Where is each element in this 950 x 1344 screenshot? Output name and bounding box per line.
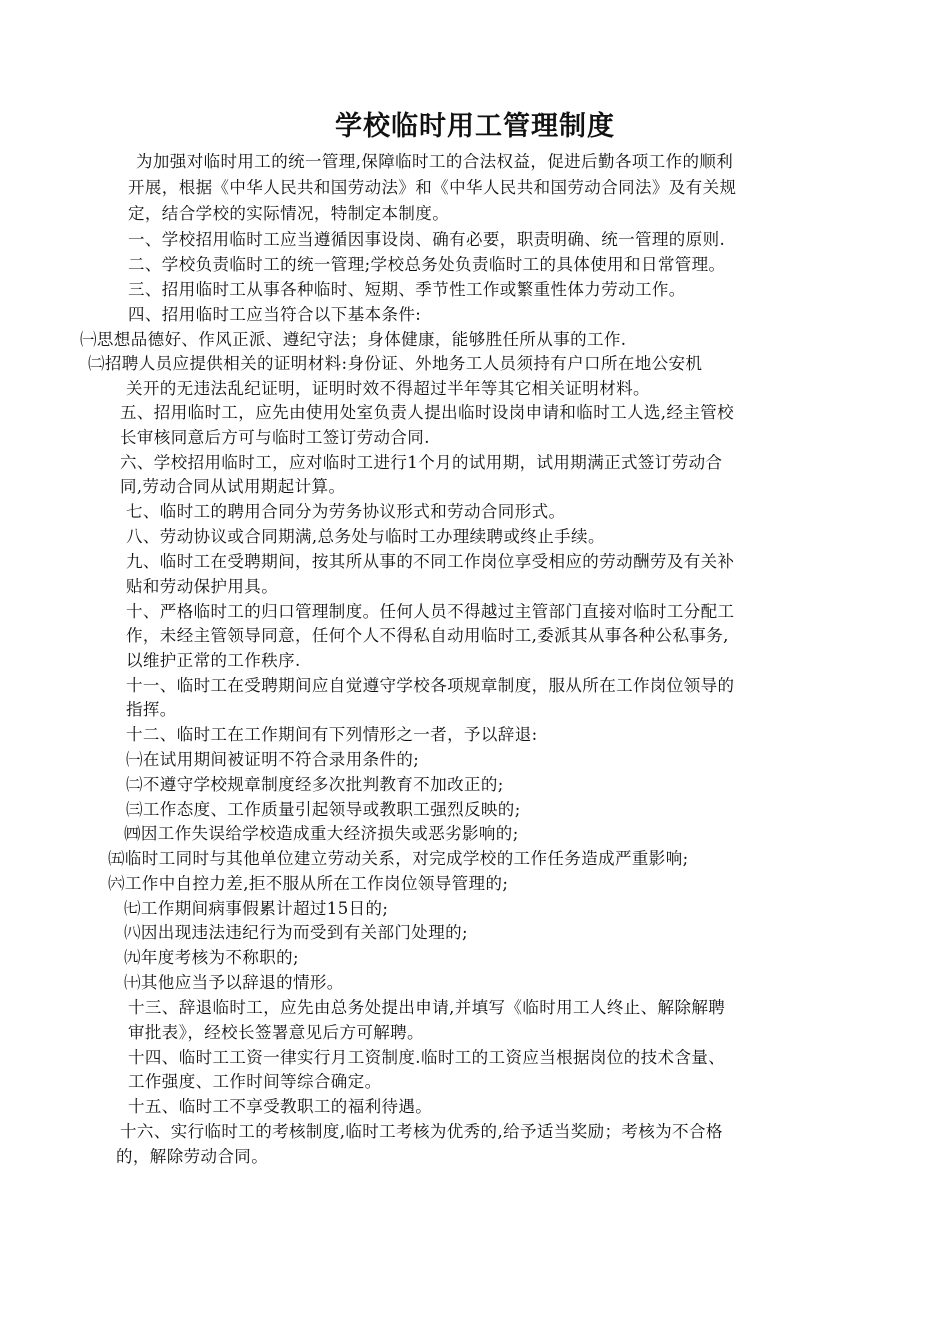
document-title: 学校临时用工管理制度 [335, 111, 615, 142]
text-line: 同,劳动合同从试用期起计算。 [120, 477, 346, 496]
text-line: ㈧因出现违法违纪行为而受到有关部门处理的; [124, 923, 468, 942]
text-line: 六、学校招用临时工，应对临时工进行1个月的试用期，试用期满正式签订劳动合 [120, 453, 723, 472]
text-line: 五、招用临时工，应先由使用处室负责人提出临时设岗申请和临时工人选,经主管校 [120, 403, 735, 422]
text-line: 工作强度、工作时间等综合确定。 [128, 1072, 382, 1091]
text-line: ㈡招聘人员应提供相关的证明材料:身份证、外地务工人员须持有户口所在地公安机 [88, 354, 703, 373]
text-line: 定，结合学校的实际情况，特制定本制度。 [128, 204, 450, 223]
text-line: 十二、临时工在工作期间有下列情形之一者，予以辞退: [126, 725, 538, 744]
text-line: ㈢工作态度、工作质量引起领导或教职工强烈反映的; [126, 800, 521, 819]
text-line: ㈡不遵守学校规章制度经多次批判教育不加改正的; [126, 775, 504, 794]
text-line: 十三、辞退临时工，应先由总务处提出申请,并填写《临时用工人终止、解除解聘 [128, 998, 726, 1017]
text-line: 贴和劳动保护用具。 [126, 577, 279, 596]
text-line: 七、临时工的聘用合同分为劳务协议形式和劳动合同形式。 [126, 502, 566, 521]
text-line: ㈩其他应当予以辞退的情形。 [124, 973, 344, 992]
text-line: 开展，根据《中华人民共和国劳动法》和《中华人民共和国劳动合同法》及有关规 [128, 178, 737, 197]
text-line: 关开的无违法乱纪证明，证明时效不得超过半年等其它相关证明材料。 [126, 379, 650, 398]
text-line: ㈨年度考核为不称职的; [124, 948, 299, 967]
text-line: 一、学校招用临时工应当遵循因事设岗、确有必要，职责明确、统一管理的原则. [128, 230, 726, 249]
text-line: 二、学校负责临时工的统一管理;学校总务处负责临时工的具体使用和日常管理。 [128, 255, 726, 274]
text-line: 审批表》，经校长签署意见后方可解聘。 [128, 1023, 424, 1042]
text-line: 作，未经主管领导同意，任何个人不得私自动用临时工,委派其从事各种公私事务, [126, 626, 729, 645]
text-line: ㈣因工作失误给学校造成重大经济损失或恶劣影响的; [124, 824, 519, 843]
text-line: 为加强对临时用工的统一管理,保障临时工的合法权益，促进后勤各项工作的顺利 [136, 152, 734, 171]
text-line: 十四、临时工工资一律实行月工资制度.临时工的工资应当根据岗位的技术含量、 [128, 1048, 726, 1067]
text-line: 以维护正常的工作秩序. [126, 651, 301, 670]
text-line: 四、招用临时工应当符合以下基本条件: [128, 305, 422, 324]
text-line: ㈦工作期间病事假累计超过15日的; [124, 899, 389, 918]
text-line: ㈤临时工同时与其他单位建立劳动关系，对完成学校的工作任务造成严重影响; [108, 849, 689, 868]
text-line: 指挥。 [126, 700, 177, 719]
text-line: 八、劳动协议或合同期满,总务处与临时工办理续聘或终止手续。 [126, 527, 605, 546]
text-line: 十五、临时工不享受教职工的福利待遇。 [128, 1097, 433, 1116]
text-line: 十、严格临时工的归口管理制度。任何人员不得越过主管部门直接对临时工分配工 [126, 602, 735, 621]
text-line: 长审核同意后方可与临时工签订劳动合同. [120, 428, 430, 447]
text-line: ㈠思想品德好、作风正派、遵纪守法；身体健康，能够胜任所从事的工作. [80, 330, 627, 349]
text-line: 十一、临时工在受聘期间应自觉遵守学校各项规章制度，服从所在工作岗位领导的 [126, 676, 735, 695]
text-line: ㈥工作中自控力差,拒不服从所在工作岗位领导管理的; [108, 874, 509, 893]
text-line: 三、招用临时工从事各种临时、短期、季节性工作或繁重性体力劳动工作。 [128, 280, 686, 299]
text-line: ㈠在试用期间被证明不符合录用条件的; [126, 750, 420, 769]
text-line: 的，解除劳动合同。 [116, 1147, 269, 1166]
text-line: 九、临时工在受聘期间，按其所从事的不同工作岗位享受相应的劳动酬劳及有关补 [126, 552, 735, 571]
text-line: 十六、实行临时工的考核制度,临时工考核为优秀的,给予适当奖励；考核为不合格 [120, 1122, 723, 1141]
